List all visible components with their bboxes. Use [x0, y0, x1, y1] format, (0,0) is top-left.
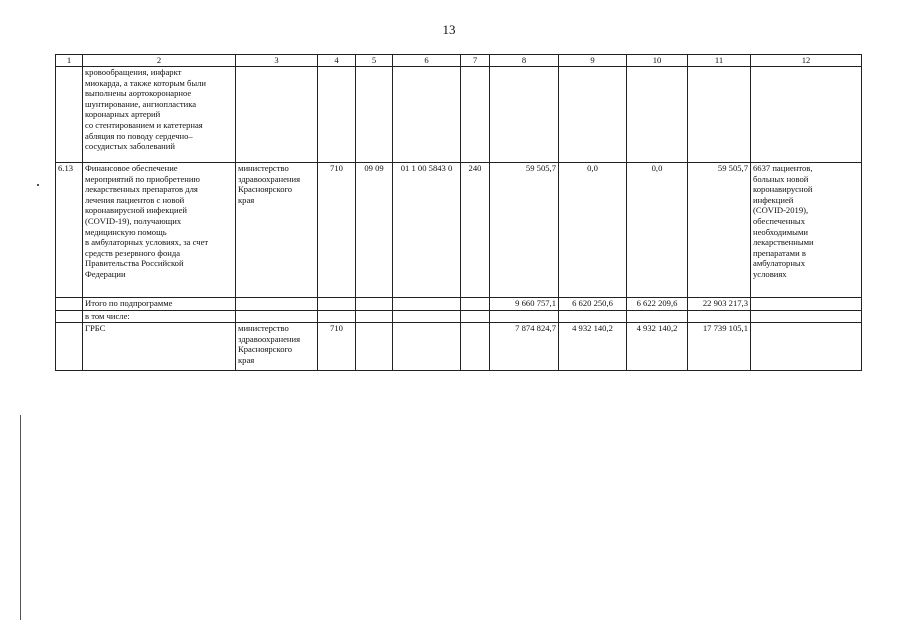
year1-cell: 9 660 757,1: [490, 298, 559, 311]
csr-cell: [393, 323, 461, 371]
vr-cell: [461, 67, 490, 163]
column-number: 12: [751, 55, 862, 67]
row-number-cell: [56, 311, 83, 323]
measure-name-cell: ГРБС: [83, 323, 236, 371]
year2-cell: 4 932 140,2: [559, 323, 627, 371]
measure-name-cell: Финансовое обеспечение мероприятий по приобретению лекарственных препаратов для лечения пациентов с новой коронавирусной инфекцией (COVID-19), получающих медицинскую помощь в амбулаторных условиях, за счет средств резервного фонда Правительства Российской Федерации: [83, 163, 236, 298]
vr-cell: [461, 298, 490, 311]
grbs-cell: [236, 67, 318, 163]
column-number: 8: [490, 55, 559, 67]
column-number: 11: [688, 55, 751, 67]
grbs-code-cell: [318, 298, 356, 311]
year3-cell: 4 932 140,2: [627, 323, 688, 371]
expected-result-cell: [751, 323, 862, 371]
csr-cell: 01 1 00 5843 0: [393, 163, 461, 298]
row-number-cell: [56, 67, 83, 163]
expected-result-cell: [751, 67, 862, 163]
rzpr-cell: [356, 67, 393, 163]
measure-name-cell: кровообращения, инфаркт миокарда, а также которым были выполнены аортокоронарное шунтирование, ангиопластика коронарных артерий со стентированием и катетерная абляция по поводу сердечно– сосудистых заболеваний: [83, 67, 236, 163]
vr-cell: 240: [461, 163, 490, 298]
expected-result-cell: [751, 311, 862, 323]
grbs-code-cell: [318, 311, 356, 323]
table-row-including: [56, 311, 862, 323]
grbs-cell: [236, 298, 318, 311]
page-number: 13: [442, 22, 456, 37]
row-number-cell: [56, 323, 83, 371]
year2-cell: [559, 311, 627, 323]
total-cell: 59 505,7: [688, 163, 751, 298]
csr-cell: [393, 298, 461, 311]
column-number-row: [56, 55, 862, 67]
budget-table: [55, 54, 862, 371]
vr-cell: [461, 311, 490, 323]
grbs-cell: [236, 311, 318, 323]
expected-result-cell: [751, 298, 862, 311]
csr-cell: [393, 311, 461, 323]
scan-dot: [37, 184, 39, 186]
year3-cell: [627, 67, 688, 163]
grbs-code-cell: 710: [318, 163, 356, 298]
column-number: 5: [356, 55, 393, 67]
grbs-cell: министерство здравоохранения Красноярского края: [236, 163, 318, 298]
csr-cell: [393, 67, 461, 163]
column-number: 1: [56, 55, 83, 67]
grbs-code-cell: 710: [318, 323, 356, 371]
year1-cell: [490, 311, 559, 323]
table-row-continuation: [56, 67, 862, 163]
row-number-cell: [56, 298, 83, 311]
rzpr-cell: 09 09: [356, 163, 393, 298]
expected-result-cell: 6637 пациентов, больных новой коронавирусной инфекцией (COVID-2019), обеспеченных необходимыми лекарственными препаратами в амбулаторных условиях: [751, 163, 862, 298]
year2-cell: 0,0: [559, 163, 627, 298]
column-number: 3: [236, 55, 318, 67]
rzpr-cell: [356, 311, 393, 323]
column-number: 9: [559, 55, 627, 67]
table-row-6-13: [56, 163, 862, 298]
row-number-cell: 6.13: [56, 163, 83, 298]
year1-cell: [490, 67, 559, 163]
rzpr-cell: [356, 323, 393, 371]
year3-cell: 0,0: [627, 163, 688, 298]
grbs-code-cell: [318, 67, 356, 163]
grbs-cell: министерство здравоохранения Красноярского края: [236, 323, 318, 371]
measure-name-cell: Итого по подпрограмме: [83, 298, 236, 311]
total-cell: 17 739 105,1: [688, 323, 751, 371]
total-cell: [688, 67, 751, 163]
year2-cell: 6 620 250,6: [559, 298, 627, 311]
column-number: 7: [461, 55, 490, 67]
column-number: 4: [318, 55, 356, 67]
column-number: 2: [83, 55, 236, 67]
year3-cell: 6 622 209,6: [627, 298, 688, 311]
rzpr-cell: [356, 298, 393, 311]
year1-cell: 7 874 824,7: [490, 323, 559, 371]
total-cell: 22 903 217,3: [688, 298, 751, 311]
column-number: 6: [393, 55, 461, 67]
year2-cell: [559, 67, 627, 163]
table-row-subtotal: [56, 298, 862, 311]
vr-cell: [461, 323, 490, 371]
year3-cell: [627, 311, 688, 323]
table-row-grbs: [56, 323, 862, 371]
scan-margin-line: [20, 415, 21, 620]
year1-cell: 59 505,7: [490, 163, 559, 298]
total-cell: [688, 311, 751, 323]
column-number: 10: [627, 55, 688, 67]
measure-name-cell: в том числе:: [83, 311, 236, 323]
